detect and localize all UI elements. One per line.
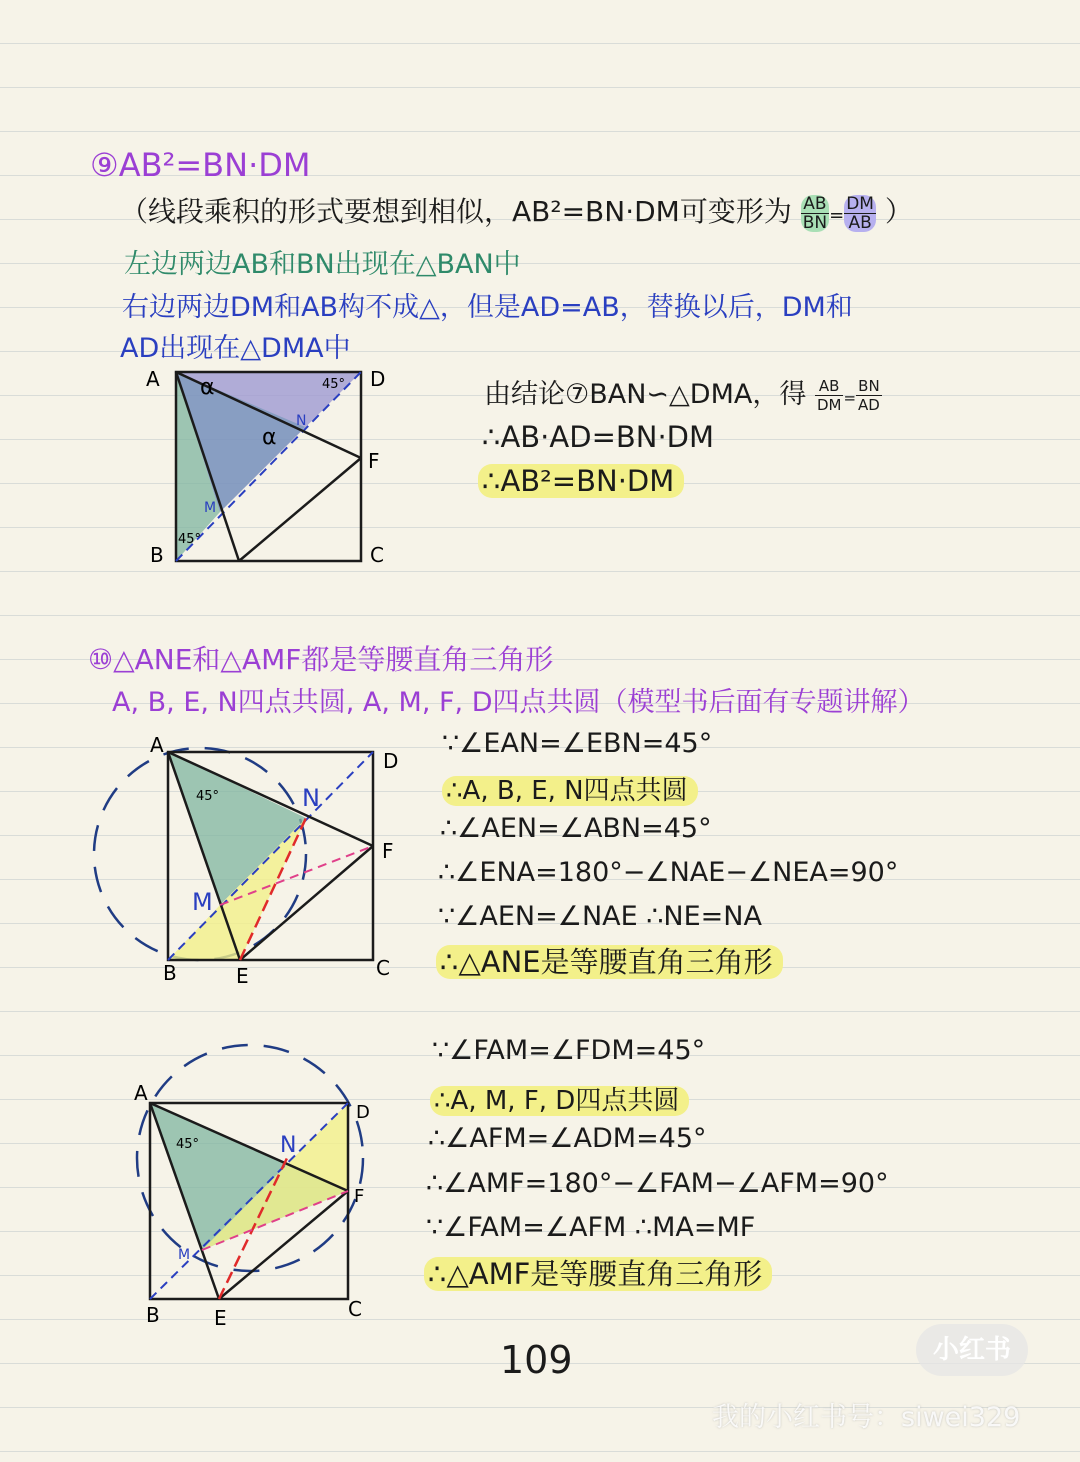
frac-num: DM: [846, 193, 874, 214]
label-b: B: [150, 543, 164, 567]
proof10a-line-5: ∵∠AEN=∠NAE ∴NE=NA: [438, 901, 762, 932]
section9-blue-line-1: 右边两边DM和AB构不成△，但是AD=AB，替换以后，DM和: [122, 292, 853, 323]
label-a: A: [150, 733, 164, 757]
label-a: A: [134, 1081, 148, 1105]
section9-blue-line-2: AD出现在△DMA中: [120, 333, 351, 364]
label-d: D: [356, 1102, 370, 1123]
label-m: M: [178, 1247, 191, 1263]
watermark-account: 我的小红书号：siwei329: [712, 1402, 1021, 1433]
section9-note: [120, 190, 913, 232]
note-fraction-1: [801, 195, 829, 232]
frac-den: AB: [848, 212, 872, 233]
label-e: E: [236, 964, 249, 988]
proof9-line-2: ∴AB·AD=BN·DM: [482, 420, 715, 454]
proof10b-line-6: [424, 1252, 772, 1293]
proof9-line-1: [484, 372, 882, 414]
label-c: C: [376, 956, 390, 980]
proof10b-line-2: [430, 1080, 689, 1117]
label-45-top: 45°: [322, 377, 346, 392]
label-f: F: [354, 1186, 365, 1207]
proof9-fraction-1: [815, 377, 844, 414]
note-eq: =: [829, 205, 845, 226]
label-45: 45°: [176, 1137, 200, 1152]
proof10b-line-5: ∵∠FAM=∠AFM ∴MA=MF: [426, 1212, 756, 1243]
proof10b-line-4: ∴∠AMF=180°−∠FAM−∠AFM=90°: [426, 1168, 889, 1199]
label-n: N: [302, 784, 320, 812]
label-f: F: [368, 449, 380, 473]
label-alpha-1: α: [200, 375, 215, 400]
label-n: N: [280, 1133, 297, 1158]
label-n: N: [296, 413, 307, 429]
proof9-line-3: [478, 464, 684, 498]
label-e: E: [214, 1306, 227, 1330]
triangle-ane-fill: [168, 752, 306, 905]
proof9-fraction-2: [856, 377, 882, 414]
figure-9: [130, 360, 410, 580]
label-c: C: [370, 543, 384, 567]
proof10a-line-4: ∴∠ENA=180°−∠NAE−∠NEA=90°: [438, 857, 899, 888]
proof10a-conclusion: ∴△ANE是等腰直角三角形: [436, 945, 783, 979]
proof10b-line-1: ∵∠FAM=∠FDM=45°: [432, 1035, 706, 1066]
note-prefix: （线段乘积的形式要想到相似，AB²=BN·DM可变形为: [120, 195, 792, 228]
label-m: M: [204, 500, 217, 516]
proof10a-highlight: ∴A, B, E, N四点共圆: [442, 776, 698, 806]
note-fraction-2: [844, 195, 876, 232]
label-c: C: [348, 1297, 362, 1321]
label-45-bottom: 45°: [178, 532, 202, 547]
frac-num: AB: [801, 195, 829, 214]
proof10b-line-3: ∴∠AFM=∠ADM=45°: [428, 1123, 707, 1154]
label-d: D: [383, 749, 399, 773]
section9-heading: ⑨AB²=BN·DM: [90, 146, 311, 184]
proof10b-highlight: ∴A, M, F, D四点共圆: [430, 1086, 689, 1116]
figure-10a: [88, 728, 418, 996]
proof9-conclusion: ∴AB²=BN·DM: [478, 464, 684, 498]
label-b: B: [146, 1303, 160, 1327]
label-a: A: [146, 367, 160, 391]
section10-subline: A, B, E, N四点共圆, A, M, F, D四点共圆（模型书后面有专题讲解）: [112, 687, 925, 718]
proof10a-line-3: ∴∠AEN=∠ABN=45°: [440, 813, 712, 844]
proof9-prefix: 由结论⑦BAN∽△DMA，得: [484, 379, 807, 410]
proof10a-line-2: [442, 770, 698, 807]
page-number: 109: [500, 1338, 573, 1382]
label-d: D: [370, 367, 386, 391]
label-f: F: [382, 839, 394, 863]
proof10b-conclusion: ∴△AMF是等腰直角三角形: [424, 1257, 772, 1291]
label-b: B: [163, 961, 177, 985]
frac-den: AD: [858, 396, 880, 414]
section10-heading: ⑩△ANE和△AMF都是等腰直角三角形: [88, 643, 554, 676]
frac-num: BN: [856, 377, 882, 396]
proof10a-line-6: [436, 940, 783, 981]
label-45: 45°: [196, 789, 220, 804]
note-suffix: ）: [884, 195, 913, 228]
label-alpha-2: α: [262, 425, 277, 450]
frac-den: BN: [802, 212, 828, 233]
frac-num: AB: [815, 377, 844, 396]
watermark-logo: 小红书: [916, 1324, 1028, 1376]
proof10a-line-1: ∵∠EAN=∠EBN=45°: [442, 728, 713, 759]
label-m: M: [192, 888, 213, 916]
proof9-eq: =: [843, 389, 857, 407]
section9-green-line: 左边两边AB和BN出现在△BAN中: [124, 249, 521, 280]
figure-10b: [128, 1038, 390, 1333]
frac-den: DM: [816, 396, 842, 414]
